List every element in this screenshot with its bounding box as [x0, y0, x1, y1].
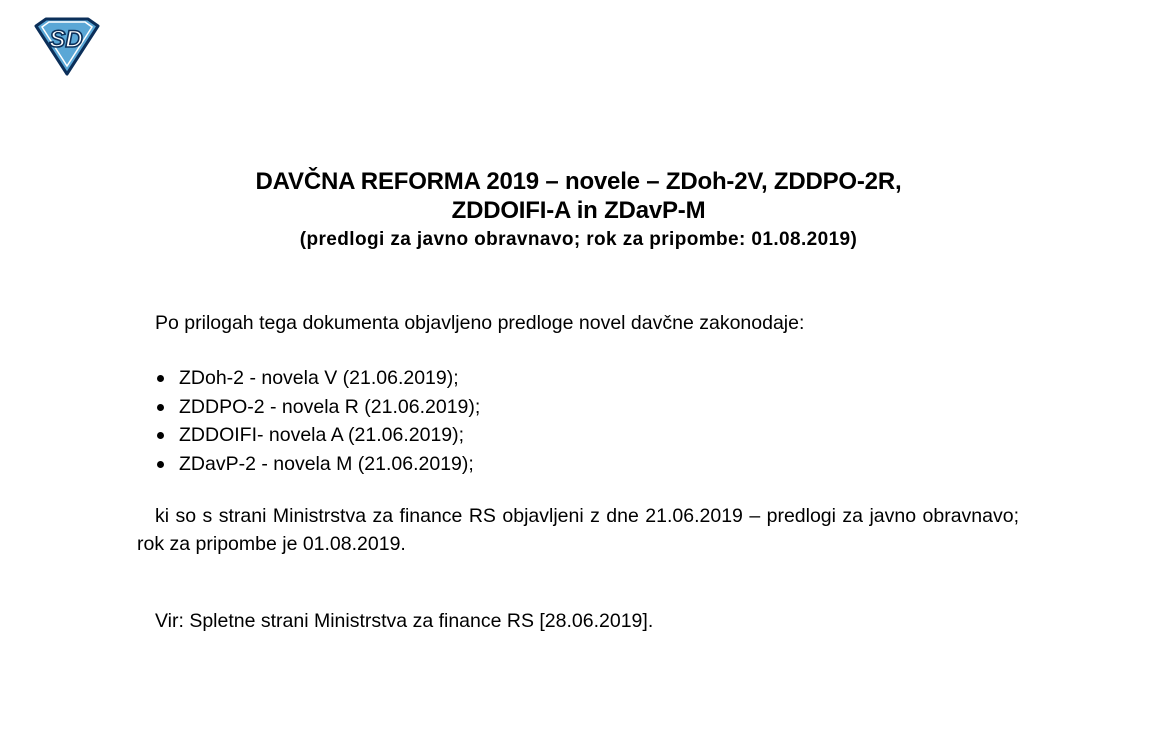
document-title	[0, 167, 1157, 252]
intro-paragraph: Po prilogah tega dokumenta objavljeno predloge novel davčne zakonodaje:	[155, 312, 805, 334]
bullet-icon	[157, 461, 164, 468]
list-item-text: ZDDOIFI- novela A (21.06.2019);	[179, 424, 465, 446]
company-logo	[30, 16, 104, 78]
list-item-text: ZDavP-2 - novela M (21.06.2019);	[179, 452, 474, 475]
list-item-text: ZDoh-2 - novela V (21.06.2019);	[179, 367, 459, 389]
title-subtitle: (predlogi za javno obravnavo; rok za pripombe: 01.08.2019)	[299, 229, 858, 250]
list-item	[155, 450, 480, 479]
amendments-list	[155, 364, 480, 478]
list-item	[155, 364, 480, 393]
bullet-icon	[157, 404, 164, 411]
closing-paragraph: ki so s strani Ministrstva za finance RS objavljeni z dne 21.06.2019 – predlogi za javno obravnavo; rok za pripombe je 01.08.2019.	[137, 505, 1019, 555]
title-line-1: DAVČNA REFORMA 2019 – novele – ZDoh-2V, ZDDPO-2R,	[255, 168, 902, 195]
bullet-icon	[157, 375, 164, 382]
diamond-logo-icon	[30, 16, 104, 78]
logo-letters: SD	[49, 26, 83, 53]
list-item-text: ZDDPO-2 - novela R (21.06.2019);	[179, 395, 481, 418]
title-line-2: ZDDOIFI-A in ZDavP-M	[451, 197, 706, 224]
bullet-icon	[157, 432, 164, 439]
list-item	[155, 393, 480, 422]
source-line: Vir: Spletne strani Ministrstva za finance RS [28.06.2019].	[155, 610, 654, 632]
list-item	[155, 421, 480, 450]
